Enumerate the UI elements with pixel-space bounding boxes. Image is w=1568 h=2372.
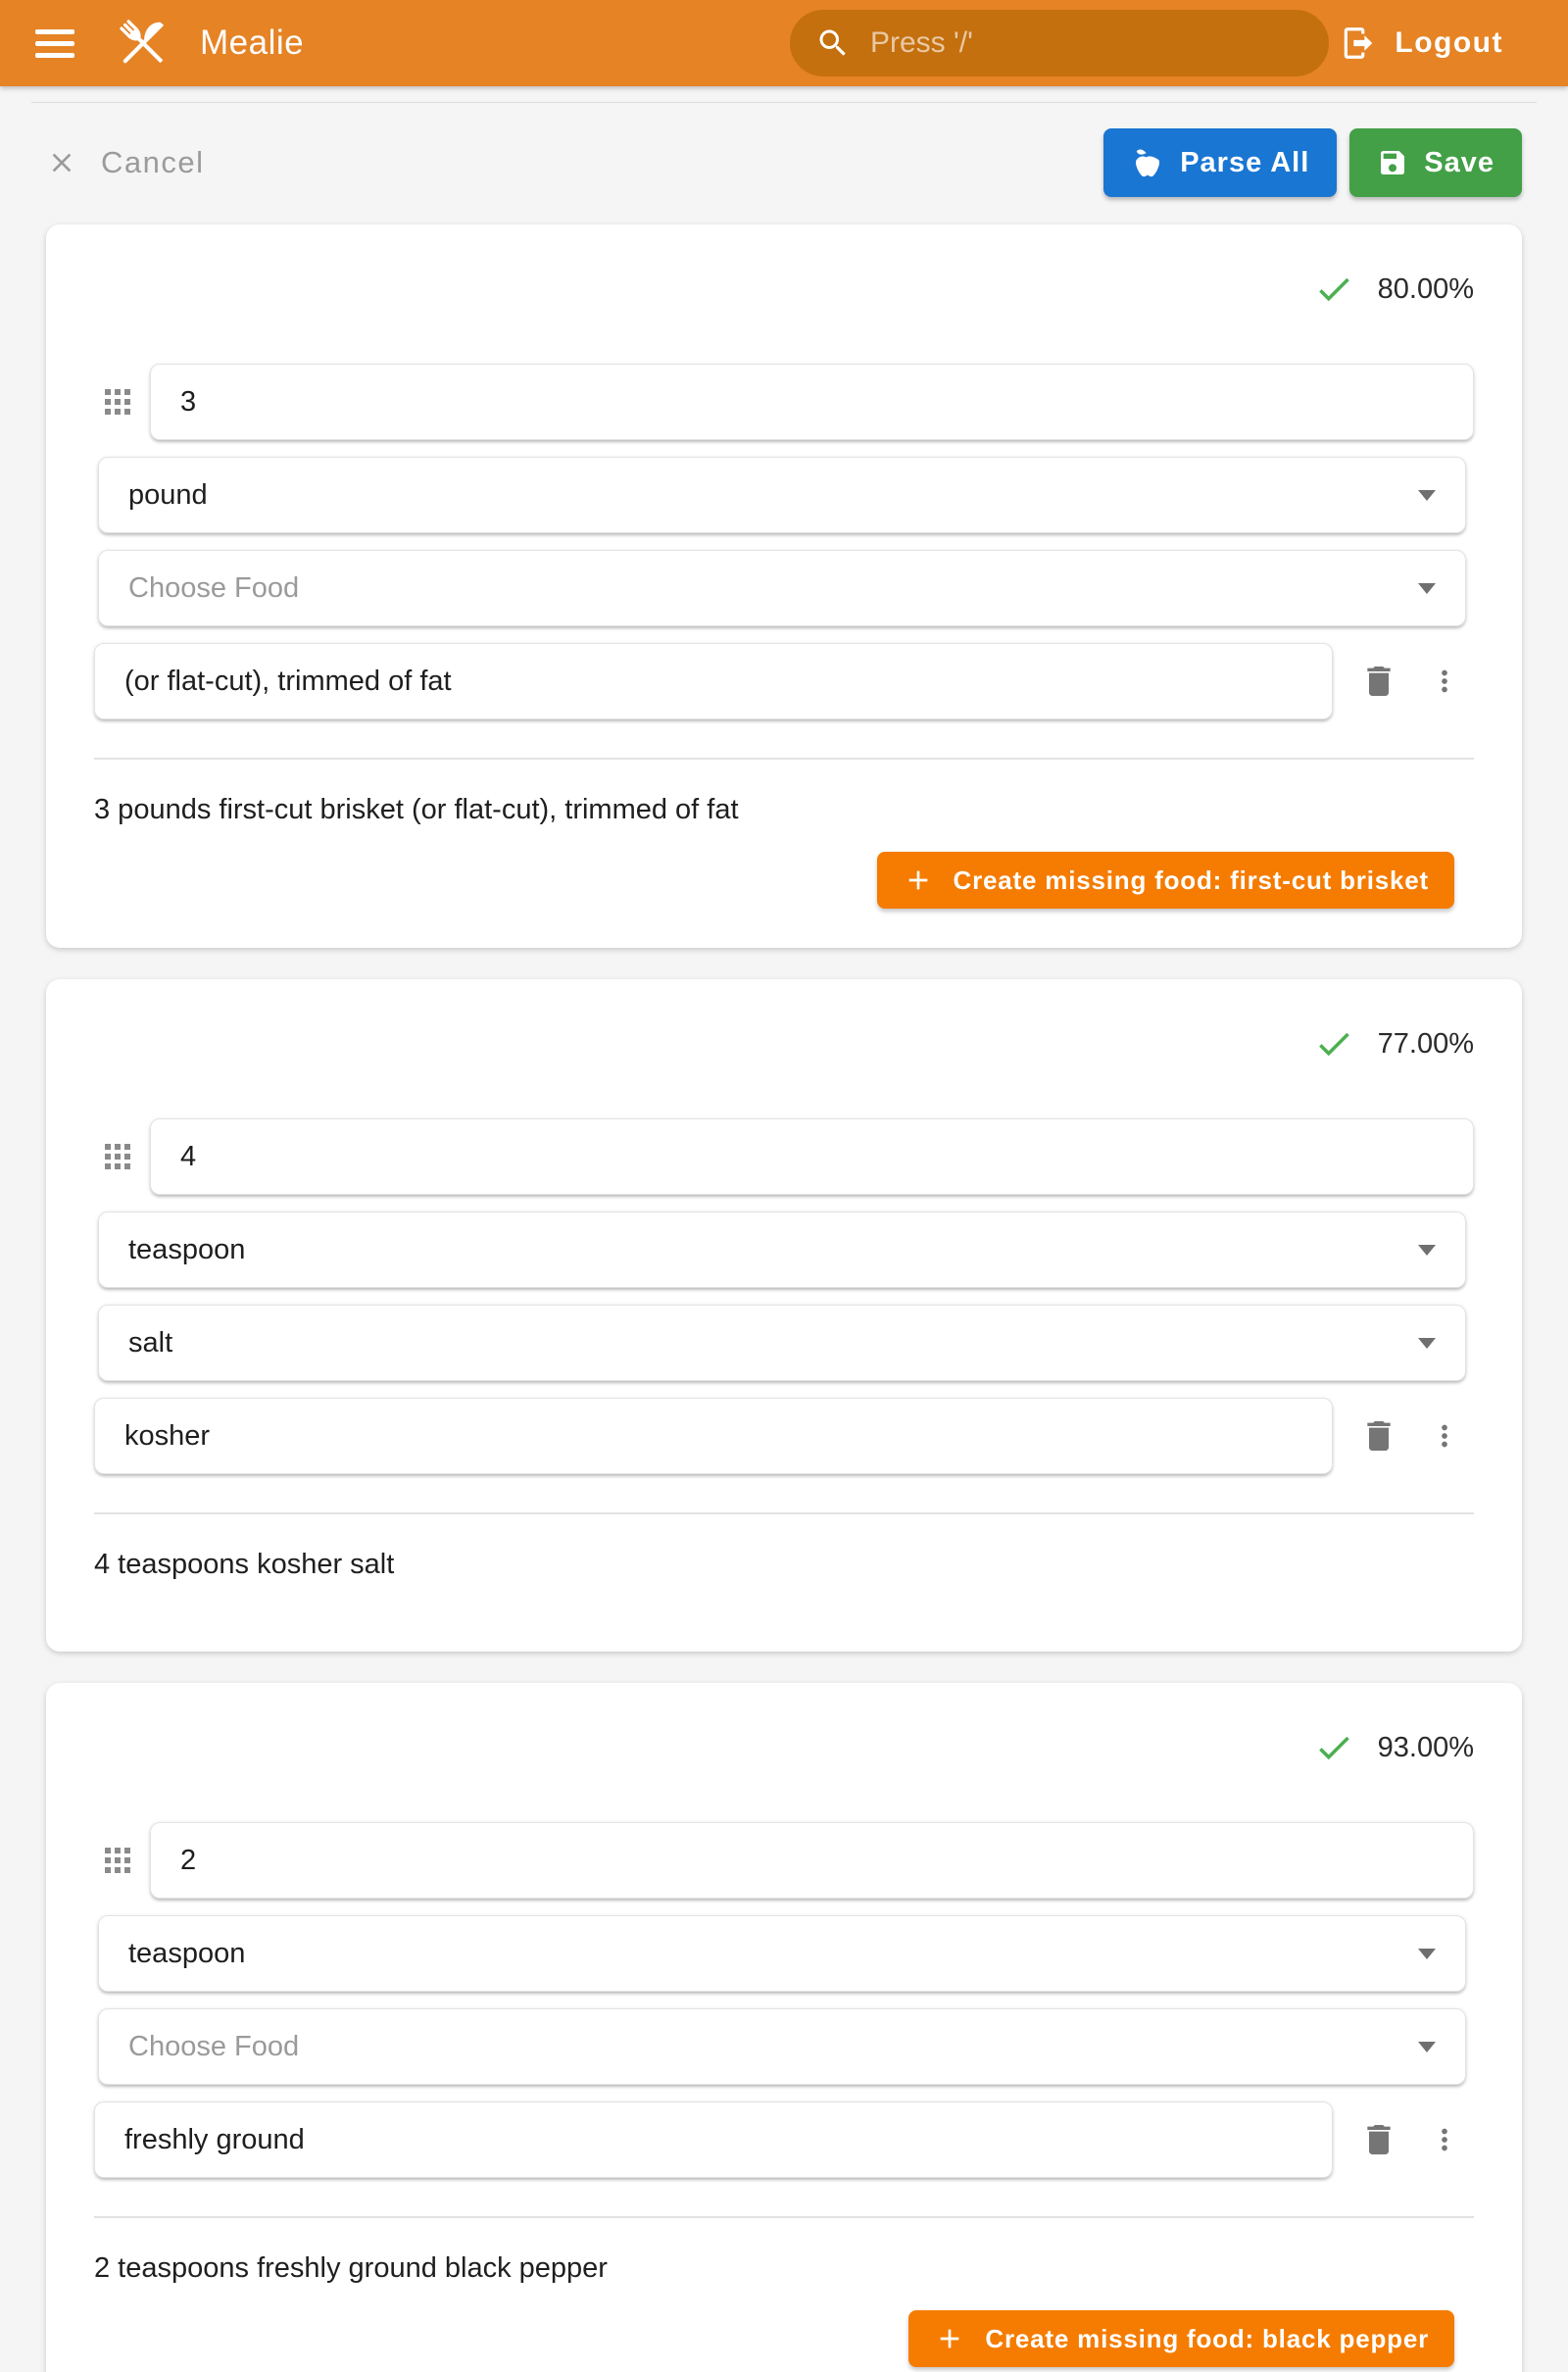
food-select[interactable] bbox=[98, 550, 1466, 626]
delete-icon[interactable] bbox=[1359, 1416, 1398, 1456]
ingredient-card bbox=[46, 224, 1522, 948]
save-button[interactable]: Save bbox=[1349, 128, 1522, 197]
check-icon bbox=[1313, 1727, 1354, 1768]
more-options-icon[interactable] bbox=[1428, 1419, 1461, 1453]
cancel-button[interactable]: Cancel bbox=[46, 145, 205, 180]
unit-select-value: teaspoon bbox=[128, 1937, 246, 1969]
menu-icon[interactable] bbox=[35, 23, 74, 65]
food-select-value: Choose Food bbox=[128, 2030, 300, 2062]
note-input[interactable] bbox=[94, 1398, 1333, 1474]
plus-icon bbox=[903, 865, 934, 896]
confidence-row bbox=[94, 1014, 1474, 1073]
unit-select-value: teaspoon bbox=[128, 1233, 246, 1265]
card-divider bbox=[94, 1512, 1474, 1514]
check-icon bbox=[1313, 1023, 1354, 1064]
logout-button[interactable]: Logout bbox=[1340, 0, 1503, 86]
ingredient-card bbox=[46, 1683, 1522, 2372]
unit-select[interactable] bbox=[98, 1915, 1466, 1992]
app-header bbox=[0, 0, 1568, 86]
food-select[interactable] bbox=[98, 2008, 1466, 2085]
unit-select[interactable] bbox=[98, 457, 1466, 533]
confidence-row bbox=[94, 1718, 1474, 1777]
create-missing-food-label: Create missing food: first-cut brisket bbox=[953, 865, 1429, 895]
confidence-percent: 80.00% bbox=[1377, 272, 1474, 305]
create-missing-food-button[interactable] bbox=[908, 2310, 1454, 2367]
confidence-row bbox=[94, 260, 1474, 319]
drag-handle-icon[interactable] bbox=[94, 389, 150, 415]
delete-icon[interactable] bbox=[1359, 2120, 1398, 2159]
unit-select[interactable] bbox=[98, 1211, 1466, 1288]
ingredient-card bbox=[46, 979, 1522, 1652]
check-icon bbox=[1313, 269, 1354, 310]
parser-toolbar bbox=[0, 103, 1568, 224]
chevron-down-icon bbox=[1418, 583, 1436, 594]
food-select[interactable] bbox=[98, 1305, 1466, 1381]
quantity-input[interactable] bbox=[150, 1118, 1474, 1195]
chevron-down-icon bbox=[1418, 2042, 1436, 2052]
quantity-input[interactable] bbox=[150, 364, 1474, 440]
logout-icon bbox=[1340, 25, 1377, 62]
close-icon bbox=[46, 147, 77, 178]
plus-icon bbox=[934, 2323, 965, 2354]
note-input[interactable] bbox=[94, 643, 1333, 719]
parse-all-button[interactable]: Parse All bbox=[1103, 128, 1337, 197]
chevron-down-icon bbox=[1418, 490, 1436, 501]
create-missing-food-label: Create missing food: black pepper bbox=[985, 2323, 1429, 2353]
food-select-value: Choose Food bbox=[128, 571, 300, 604]
drag-handle-icon[interactable] bbox=[94, 1848, 150, 1873]
create-missing-food-button[interactable] bbox=[877, 852, 1454, 909]
quantity-input[interactable] bbox=[150, 1822, 1474, 1899]
more-options-icon[interactable] bbox=[1428, 2123, 1461, 2156]
delete-icon[interactable] bbox=[1359, 662, 1398, 701]
card-divider bbox=[94, 758, 1474, 760]
original-ingredient-text: 3 pounds first-cut brisket (or flat-cut), trimmed of fat bbox=[94, 794, 739, 825]
search-icon bbox=[815, 25, 851, 61]
ingredient-card-list bbox=[0, 224, 1568, 2372]
original-ingredient-text: 4 teaspoons kosher salt bbox=[94, 1549, 395, 1580]
original-ingredient-text: 2 teaspoons freshly ground black pepper bbox=[94, 2252, 608, 2284]
mealie-logo-icon bbox=[112, 12, 174, 74]
chevron-down-icon bbox=[1418, 1949, 1436, 1959]
save-icon bbox=[1377, 147, 1408, 178]
unit-select-value: pound bbox=[128, 478, 208, 511]
card-divider bbox=[94, 2216, 1474, 2218]
app-title: Mealie bbox=[200, 24, 305, 62]
confidence-percent: 93.00% bbox=[1377, 1731, 1474, 1763]
search-bar[interactable] bbox=[790, 10, 1329, 76]
drag-handle-icon[interactable] bbox=[94, 1144, 150, 1169]
note-input[interactable] bbox=[94, 2101, 1333, 2178]
apple-icon bbox=[1131, 146, 1164, 179]
search-input[interactable] bbox=[870, 26, 1303, 60]
more-options-icon[interactable] bbox=[1428, 665, 1461, 698]
confidence-percent: 77.00% bbox=[1377, 1027, 1474, 1060]
chevron-down-icon bbox=[1418, 1338, 1436, 1349]
chevron-down-icon bbox=[1418, 1245, 1436, 1256]
food-select-value: salt bbox=[128, 1326, 173, 1359]
